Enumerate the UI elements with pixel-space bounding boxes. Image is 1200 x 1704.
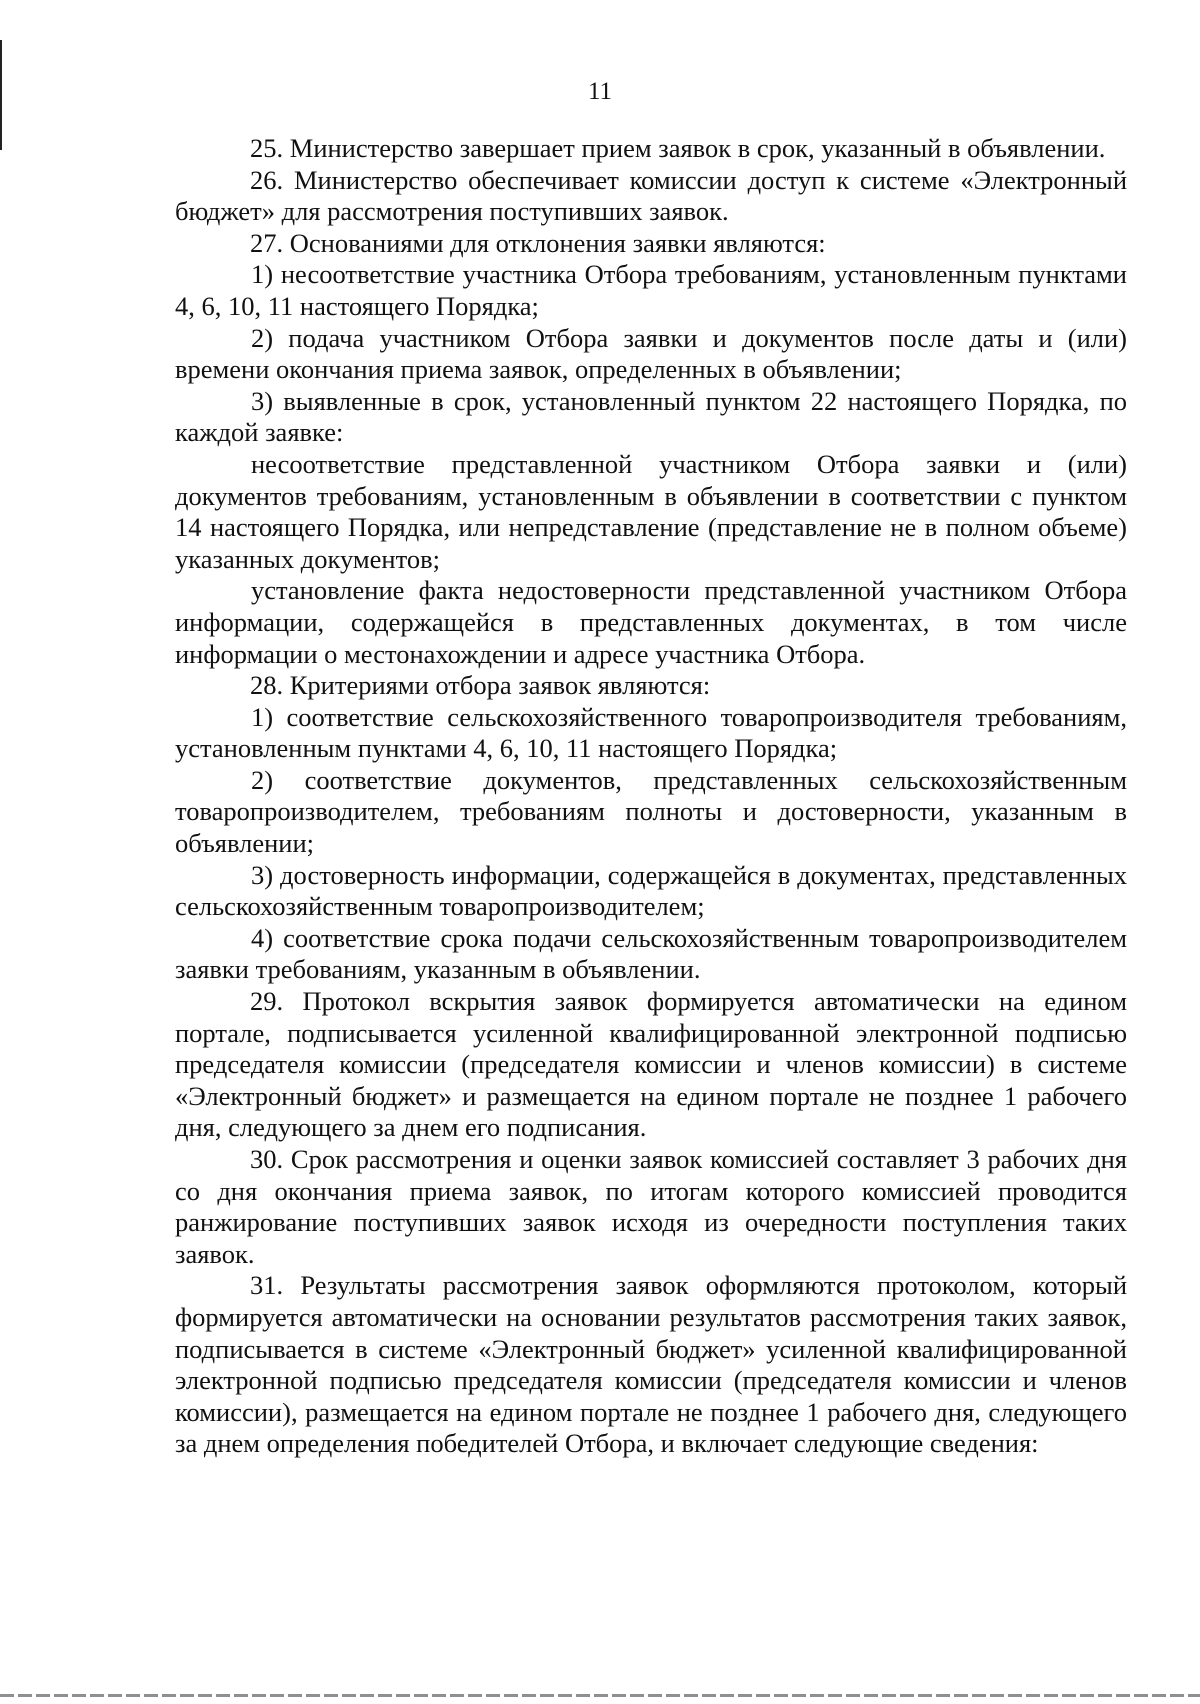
paragraph-28-item-2: 2) соответствие документов, представленных сельскохозяйственным товаропроизводителем, требованиям полноты и достоверности, указанным в объявлении; xyxy=(175,764,1127,859)
scan-edge-bottom xyxy=(0,1694,1200,1697)
paragraph-27-item-1: 1) несоответствие участника Отбора требованиям, установленным пунктами 4, 6, 10, 11 настоящего Порядка; xyxy=(175,259,1127,321)
paragraph-30: 30. Срок рассмотрения и оценки заявок комиссией составляет 3 рабочих дня со дня окончания приема заявок, по итогам которого комиссией проводится ранжирование поступивших заявок исходя из очередности поступления таких заявок. xyxy=(175,1144,1127,1269)
paragraph-29: 29. Протокол вскрытия заявок формируется автоматически на едином портале, подписывается усиленной квалифицированной электронной подписью председателя комиссии (председателя комиссии и членов комиссии) в системе «Электронный бюджет» и размещается на едином портале не позднее 1 рабочего дня, следующего за днем его подписания. xyxy=(175,986,1127,1143)
paragraph-28-item-3: 3) достоверность информации, содержащейся в документах, представленных сельскохозяйственным товаропроизводителем; xyxy=(175,859,1127,922)
paragraph-28: 28. Критериями отбора заявок являются: xyxy=(250,670,711,701)
paragraph-27-item-3: 3) выявленные в срок, установленный пунктом 22 настоящего Порядка, по каждой заявке: xyxy=(175,385,1127,448)
paragraph-31: 31. Результаты рассмотрения заявок оформляются протоколом, который формируется автоматически на основании результатов рассмотрения таких заявок, подписывается в системе «Электронный бюджет» усиленной квалифицированной электронной подписью председателя комиссии (председателя комиссии и членов комиссии), размещается на едином портале не позднее 1 рабочего дня, следующего за днем определения победителей Отбора, и включает следующие сведения: xyxy=(175,1270,1127,1459)
document-body xyxy=(175,133,1127,1460)
paragraph-26: 26. Министерство обеспечивает комиссии доступ к системе «Электронный бюджет» для рассмотрения поступивших заявок. xyxy=(175,164,1127,227)
paragraph-25: 25. Министерство завершает прием заявок в срок, указанный в объявлении. xyxy=(250,133,1106,163)
page-number: 11 xyxy=(587,78,613,105)
paragraph-27-item-3-b: установление факта недостоверности представленной участником Отбора информации, содержащейся в представленных документах, в том числе информации о местонахождении и адресе участника Отбора. xyxy=(175,575,1127,669)
paragraph-27-item-2: 2) подача участником Отбора заявки и документов после даты и (или) времени окончания приема заявок, определенных в объявлении; xyxy=(175,322,1127,385)
paragraph-28-item-4: 4) соответствие срока подачи сельскохозяйственным товаропроизводителем заявки требованиям, указанным в объявлении. xyxy=(175,922,1127,985)
paragraph-27: 27. Основаниями для отклонения заявки являются: xyxy=(250,227,826,258)
paragraph-27-item-3-a: несоответствие представленной участником Отбора заявки и (или) документов требованиям, установленным в объявлении в соответствии с пунктом 14 настоящего Порядка, или непредставление (представление не в полном объеме) указанных документов; xyxy=(175,448,1127,574)
paragraph-28-item-1: 1) соответствие сельскохозяйственного товаропроизводителя требованиям, установленным пунктами 4, 6, 10, 11 настоящего Порядка; xyxy=(175,701,1127,764)
